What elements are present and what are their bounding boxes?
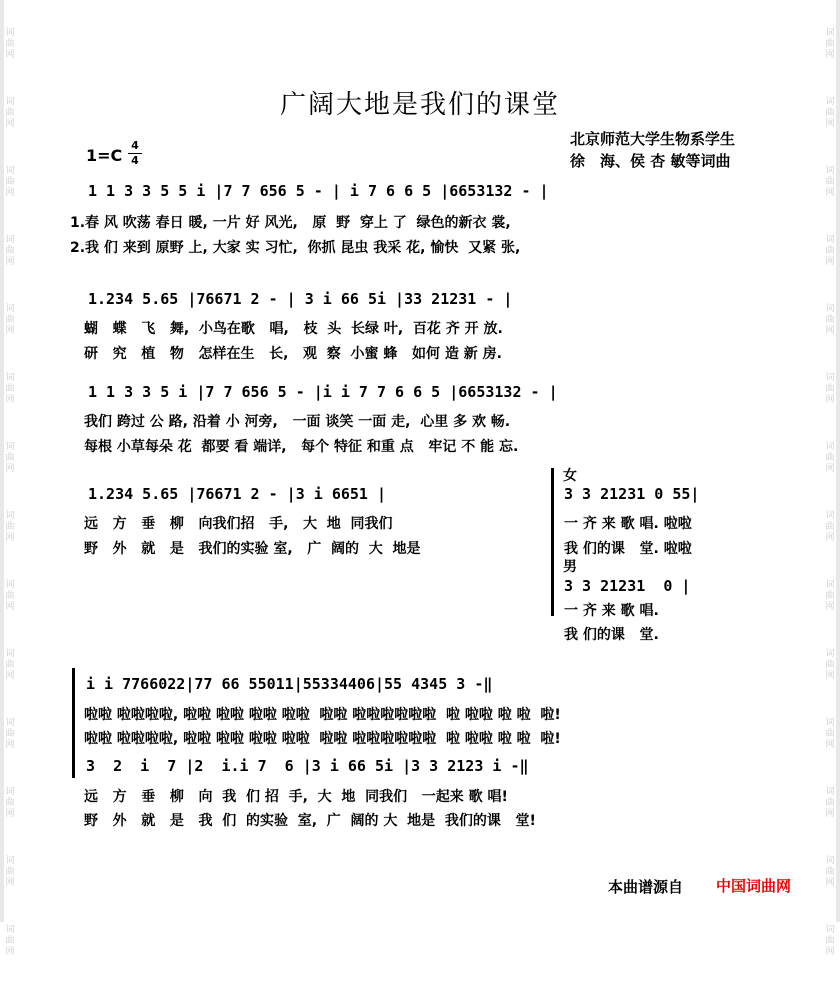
notation-line: 1.234 5.65 |76671 2 - | 3 i 66 5i |33 21231 - | — [88, 290, 513, 308]
female-notation: 3 3 21231 0 55| — [564, 485, 700, 503]
lyrics-line: 每根 小草每朵 花 都要 看 端详, 每个 特征 和重 点 牢记 不 能 忘. — [84, 439, 519, 455]
source-site-link[interactable]: 中国词曲网 — [716, 877, 792, 895]
notation-line: i i 7766022|77 66 55011|55334406|55 4345 3 -‖ — [86, 675, 493, 693]
voice-brace — [551, 468, 554, 616]
watermark: 词曲网 — [825, 787, 835, 819]
watermark: 词曲网 — [5, 580, 15, 612]
male-notation: 3 3 21231 0 | — [564, 577, 691, 595]
notation-line: 1.234 5.65 |76671 2 - |3 i 6651 | — [88, 485, 387, 503]
notation-line: 3 2 i 7 |2 i.i 7 6 |3 i 66 5i |3 3 2123 i -‖ — [86, 757, 529, 775]
watermark: 词曲网 — [5, 97, 15, 129]
lyrics-line: 1.春 风 吹荡 春日 暖, 一片 好 风光, 原 野 穿上 了 绿色的新衣 裳, — [70, 215, 511, 231]
female-lyrics: 一 齐 来 歌 唱. 啦啦 — [564, 516, 692, 532]
lyrics-line: 野 外 就 是 我们的实验 室, 广 阔的 大 地是 — [84, 541, 421, 557]
lyrics-line: 啦啦 啦啦啦啦, 啦啦 啦啦 啦啦 啦啦 啦啦 啦啦啦啦啦啦 啦 啦啦 啦 啦 啦! — [84, 731, 561, 747]
time-signature-top: 4 — [131, 139, 139, 152]
watermark: 词曲网 — [825, 511, 835, 543]
watermark: 词曲网 — [825, 97, 835, 129]
watermark: 词曲网 — [825, 442, 835, 474]
watermark: 词曲网 — [825, 166, 835, 198]
watermark: 词曲网 — [825, 718, 835, 750]
watermark: 词曲网 — [5, 649, 15, 681]
watermark: 词曲网 — [825, 580, 835, 612]
notation-line: 1 1 3 3 5 5 i |7 7 656 5 - | i 7 6 6 5 |6653132 - | — [88, 182, 549, 200]
female-lyrics: 我 们的课 堂. 啦啦 — [564, 541, 692, 557]
watermark: 词曲网 — [5, 718, 15, 750]
female-voice-label: 女 — [563, 468, 577, 484]
lyrics-line: 远 方 垂 柳 向我们招 手, 大 地 同我们 — [84, 516, 393, 532]
male-lyrics: 一 齐 来 歌 唱. — [564, 603, 659, 619]
watermark: 词曲网 — [5, 166, 15, 198]
source-label: 本曲谱源自 — [608, 878, 684, 896]
key-signature: 1=C — [86, 146, 123, 165]
watermark: 词曲网 — [5, 28, 15, 60]
watermark: 词曲网 — [5, 856, 15, 888]
watermark: 词曲网 — [5, 442, 15, 474]
watermark: 词曲网 — [825, 235, 835, 267]
watermark: 词曲网 — [825, 649, 835, 681]
watermark: 词曲网 — [5, 304, 15, 336]
watermark: 词曲网 — [5, 787, 15, 819]
lyrics-line: 我们 跨过 公 路, 沿着 小 河旁, 一面 谈笑 一面 走, 心里 多 欢 畅. — [84, 414, 511, 430]
song-title: 广阔大地是我们的课堂 — [279, 90, 560, 120]
lyrics-line: 啦啦 啦啦啦啦, 啦啦 啦啦 啦啦 啦啦 啦啦 啦啦啦啦啦啦 啦 啦啦 啦 啦 啦! — [84, 707, 561, 723]
watermark: 词曲网 — [825, 373, 835, 405]
lyrics-line: 2.我 们 来到 原野 上, 大家 实 习忙, 你抓 昆虫 我采 花, 愉快 又紧 张, — [70, 240, 521, 256]
lyrics-line: 野 外 就 是 我 们 的实验 室, 广 阔的 大 地是 我们的课 堂! — [84, 813, 536, 829]
watermark: 词曲网 — [825, 856, 835, 888]
watermark: 词曲网 — [825, 28, 835, 60]
watermark: 词曲网 — [825, 304, 835, 336]
watermark: 词曲网 — [825, 925, 835, 957]
credit-line-2: 徐 海、侯 杏 敏等词曲 — [570, 152, 731, 170]
time-signature — [128, 140, 142, 167]
lyrics-line: 远 方 垂 柳 向 我 们 招 手, 大 地 同我们 一起来 歌 唱! — [84, 789, 508, 805]
time-signature-bottom: 4 — [131, 154, 139, 167]
watermark: 词曲网 — [5, 511, 15, 543]
male-voice-label: 男 — [563, 559, 577, 575]
notation-line: 1 1 3 3 5 i |7 7 656 5 - |i i 7 7 6 6 5 |6653132 - | — [88, 383, 558, 401]
right-page-edge — [836, 0, 840, 922]
watermark: 词曲网 — [5, 373, 15, 405]
male-lyrics: 我 们的课 堂. — [564, 627, 659, 643]
watermark: 词曲网 — [5, 235, 15, 267]
watermark: 词曲网 — [5, 925, 15, 957]
credit-line-1: 北京师范大学生物系学生 — [570, 130, 736, 148]
lyrics-line: 蝴 蝶 飞 舞, 小鸟在歌 唱, 枝 头 长绿 叶, 百花 齐 开 放. — [84, 321, 503, 337]
lyrics-line: 研 究 植 物 怎样在生 长, 观 察 小蜜 蜂 如何 造 新 房. — [84, 346, 502, 362]
right-watermark-column — [824, 0, 836, 994]
